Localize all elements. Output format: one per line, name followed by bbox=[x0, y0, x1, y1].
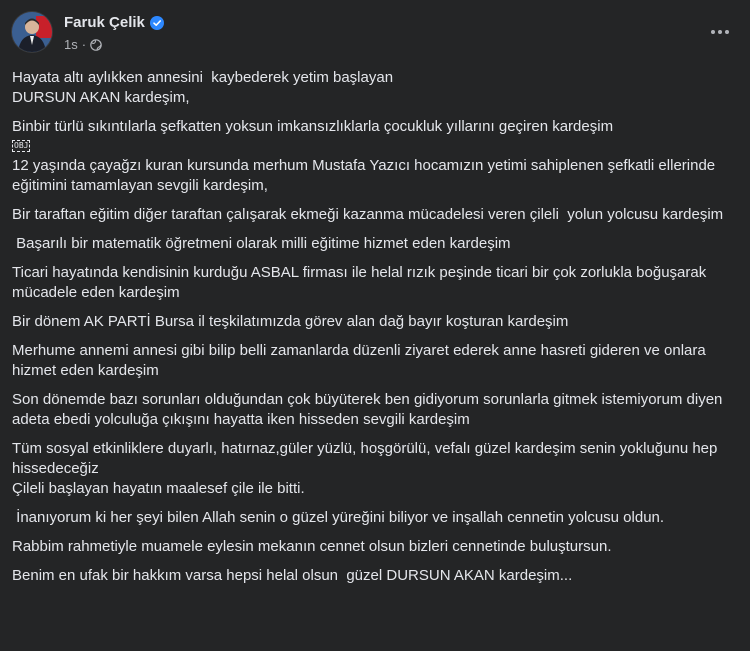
obj-marker: OBJ bbox=[14, 141, 29, 151]
post-time[interactable]: 1s bbox=[64, 37, 78, 52]
post-paragraph: Binbir türlü sıkıntılarla şefkatten yoksun imkansızlıklarla çocukluk yıllarını geçiren kardeşim bbox=[12, 118, 614, 135]
post-paragraph: İnanıyorum ki her şeyi bilen Allah senin o güzel yüreğini biliyor ve inşallah cennetin yolcusu oldun. bbox=[12, 509, 665, 526]
avatar[interactable] bbox=[12, 12, 52, 52]
author-name[interactable]: Faruk Çelik bbox=[64, 14, 145, 31]
post-meta: 1s · bbox=[64, 37, 102, 52]
post-paragraph: Merhume annemi annesi gibi bilip belli zamanlarda düzenli ziyaret ederek anne hasreti gideren ve onlara hizmet eden kardeşim bbox=[12, 342, 710, 379]
post-paragraph: 12 yaşında çayağzı kuran kursunda merhum Mustafa Yazıcı hocamızın yetimi sahiplenen şefkatli ellerinde eğitimini tamamlayan sevgili kardeşim, bbox=[12, 157, 720, 194]
post-paragraph: Başarılı bir matematik öğretmeni olarak milli eğitime hizmet eden kardeşim bbox=[12, 235, 511, 252]
post-paragraph: Hayata altı aylıkken annesini kaybederek yetim başlayan DURSUN AKAN kardeşim, bbox=[12, 69, 394, 106]
post-header bbox=[12, 12, 738, 60]
post-paragraph: Son dönemde bazı sorunları olduğundan çok büyüterek ben gidiyorum sorunlarla gitmek istemiyorum diyen adeta ebedi yolculuğa çıkışını hayatta iken hisseden sevgili kardeşim bbox=[12, 391, 727, 428]
post-paragraph: Bir taraftan eğitim diğer taraftan çalışarak ekmeği kazanma mücadelesi veren çileli yolun yolcusu kardeşim bbox=[12, 206, 724, 223]
author-row bbox=[64, 14, 164, 31]
post-paragraph: Rabbim rahmetiyle muamele eylesin mekanın cennet olsun bizleri cennetinde buluştursun. bbox=[12, 538, 612, 555]
globe-icon[interactable] bbox=[90, 39, 102, 51]
post-paragraph: Tüm sosyal etkinliklere duyarlı, hatırnaz,güler yüzlü, hoşgörülü, vefalı güzel kardeşim senin yokluğunu hep hissedeceğiz Çileli başlayan hayatın maalesef çile ile bitti. bbox=[12, 440, 718, 497]
post-paragraph: Ticari hayatında kendisinin kurduğu ASBAL firması ile helal rızık peşinde ticari bir çok zorlukla boğuşarak mücadele eden kardeşim bbox=[12, 264, 711, 301]
post-paragraph: Benim en ufak bir hakkım varsa hepsi helal olsun güzel DURSUN AKAN kardeşim... bbox=[12, 567, 573, 584]
more-options-icon[interactable] bbox=[702, 18, 738, 46]
post-paragraph: Bir dönem AK PARTİ Bursa il teşkilatımızda görev alan dağ bayır koşturan kardeşim bbox=[12, 313, 569, 330]
verified-badge-icon bbox=[150, 16, 164, 30]
post-body bbox=[12, 68, 740, 595]
